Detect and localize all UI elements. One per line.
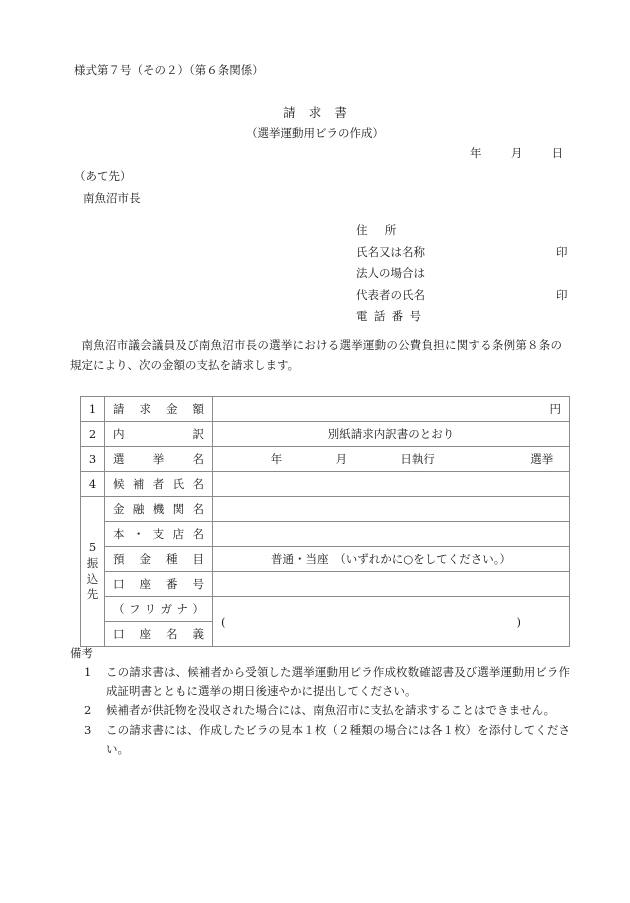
row-label-account-type: 預金種目: [105, 547, 213, 572]
applicant-name-row: [356, 244, 576, 266]
table-row-election: [81, 447, 570, 472]
row-label-candidate: 候補者氏名: [105, 472, 213, 497]
body-paragraph-text: 南魚沼市議会議員及び南魚沼市長の選挙における選挙運動の公費負担に関する条例第８条の規定により、次の金額の支払を請求します。: [70, 338, 562, 373]
notes-section: [70, 645, 570, 759]
transfer-spine-char-0: 5: [88, 539, 97, 554]
row-value-account-type[interactable]: 普通・当座 （いずれかに○をしてください。）: [213, 547, 570, 572]
row-number-2: 2: [81, 422, 105, 447]
table-row-furigana: [81, 597, 570, 622]
applicant-address-row: [356, 222, 576, 244]
date-line: [470, 145, 563, 161]
table-row-candidate: [81, 472, 570, 497]
election-year-label: 年: [270, 452, 283, 466]
row-label-branch-name: 本・支店名: [105, 522, 213, 547]
document-subtitle: （選挙運動用ビラの作成）: [246, 126, 384, 140]
row-number-1: 1: [81, 397, 105, 422]
seal-mark-name: 印: [556, 244, 568, 259]
note-text-1: この請求書は、候補者から受領した選挙運動用ビラ作成枚数確認書及び選挙運動用ビラ作成証明書とともに選挙の期日後速やかに提出してください。: [106, 665, 570, 698]
note-item-1: [70, 663, 570, 700]
applicant-phone-label: 電話番号: [356, 309, 428, 323]
notes-heading: 備考: [70, 646, 93, 660]
furigana-open-paren: (: [221, 614, 226, 629]
claim-table: [80, 396, 570, 647]
note-text-3: この請求書には、作成したビラの見本１枚（２種類の場合には各１枚）を添付してください。: [106, 722, 570, 756]
applicant-phone-row: [356, 308, 576, 330]
applicant-representative-label: 代表者の氏名: [356, 287, 425, 302]
table-row-breakdown: [81, 422, 570, 447]
note-number-2: 2: [84, 703, 92, 718]
document-title: [0, 103, 630, 121]
row-value-breakdown: 別紙請求内訳書のとおり: [213, 422, 570, 447]
applicant-address-label: 住所: [356, 223, 414, 237]
transfer-group-spine: [81, 497, 105, 647]
row-label-account-holder: 口座名義: [105, 622, 213, 647]
seal-mark-representative: 印: [556, 287, 568, 302]
row-label-election: 選挙名: [105, 447, 213, 472]
table-row-amount: [81, 397, 570, 422]
row-label-breakdown: 内訳: [105, 422, 213, 447]
row-label-account-number: 口座番号: [105, 572, 213, 597]
addressee-name: 南魚沼市長: [83, 191, 141, 205]
note-number-1: 1: [84, 665, 92, 679]
applicant-block: [356, 222, 576, 330]
date-month-label: 月: [510, 146, 523, 160]
addressee-label: （あて先）: [74, 169, 132, 183]
document-title-text: 請求書: [283, 105, 360, 120]
election-date-line: [229, 451, 553, 467]
row-number-3: 3: [81, 447, 105, 472]
date-year-label: 年: [470, 146, 482, 160]
table-row-account-type: [81, 547, 570, 572]
applicant-corporate-label: 法人の場合は: [356, 266, 425, 280]
date-day-label: 日: [551, 146, 564, 160]
election-month-label: 月: [335, 452, 348, 466]
applicant-representative-row: [356, 287, 576, 309]
row-value-candidate[interactable]: [213, 472, 570, 497]
row-value-amount[interactable]: 円: [213, 397, 570, 422]
applicant-corporate-row: [356, 265, 576, 287]
table-row-account-number: [81, 572, 570, 597]
row-value-account-holder[interactable]: [213, 597, 570, 647]
table-row-branch-name: [81, 522, 570, 547]
transfer-spine-char-3: 先: [86, 587, 99, 602]
row-number-4: 4: [81, 472, 105, 497]
row-label-furigana: （フリガナ）: [105, 597, 213, 622]
row-label-bank-name: 金融機関名: [105, 497, 213, 522]
applicant-name-label: 氏名又は名称: [356, 244, 425, 259]
body-paragraph: [70, 335, 562, 375]
row-value-account-number[interactable]: [213, 572, 570, 597]
note-item-2: [70, 701, 570, 720]
row-label-amount: 請求金額: [105, 397, 213, 422]
note-text-2: 候補者が供託物を没収された場合には、南魚沼市に支払を請求することはできません。: [106, 703, 556, 718]
form-number: 様式第７号（その２）（第６条関係）: [74, 63, 264, 77]
note-number-3: 3: [84, 722, 92, 737]
note-item-3: [70, 721, 570, 758]
table-row-bank-name: [81, 497, 570, 522]
election-suffix-label: 選挙: [530, 452, 554, 466]
transfer-spine-char-2: 込: [86, 571, 99, 586]
furigana-close-paren: ): [516, 614, 521, 629]
row-value-election[interactable]: [213, 447, 570, 472]
row-value-bank-name[interactable]: [213, 497, 570, 522]
row-value-branch-name[interactable]: [213, 522, 570, 547]
transfer-spine-char-1: 振: [86, 555, 99, 570]
election-day-exec-label: 日執行: [400, 452, 435, 466]
